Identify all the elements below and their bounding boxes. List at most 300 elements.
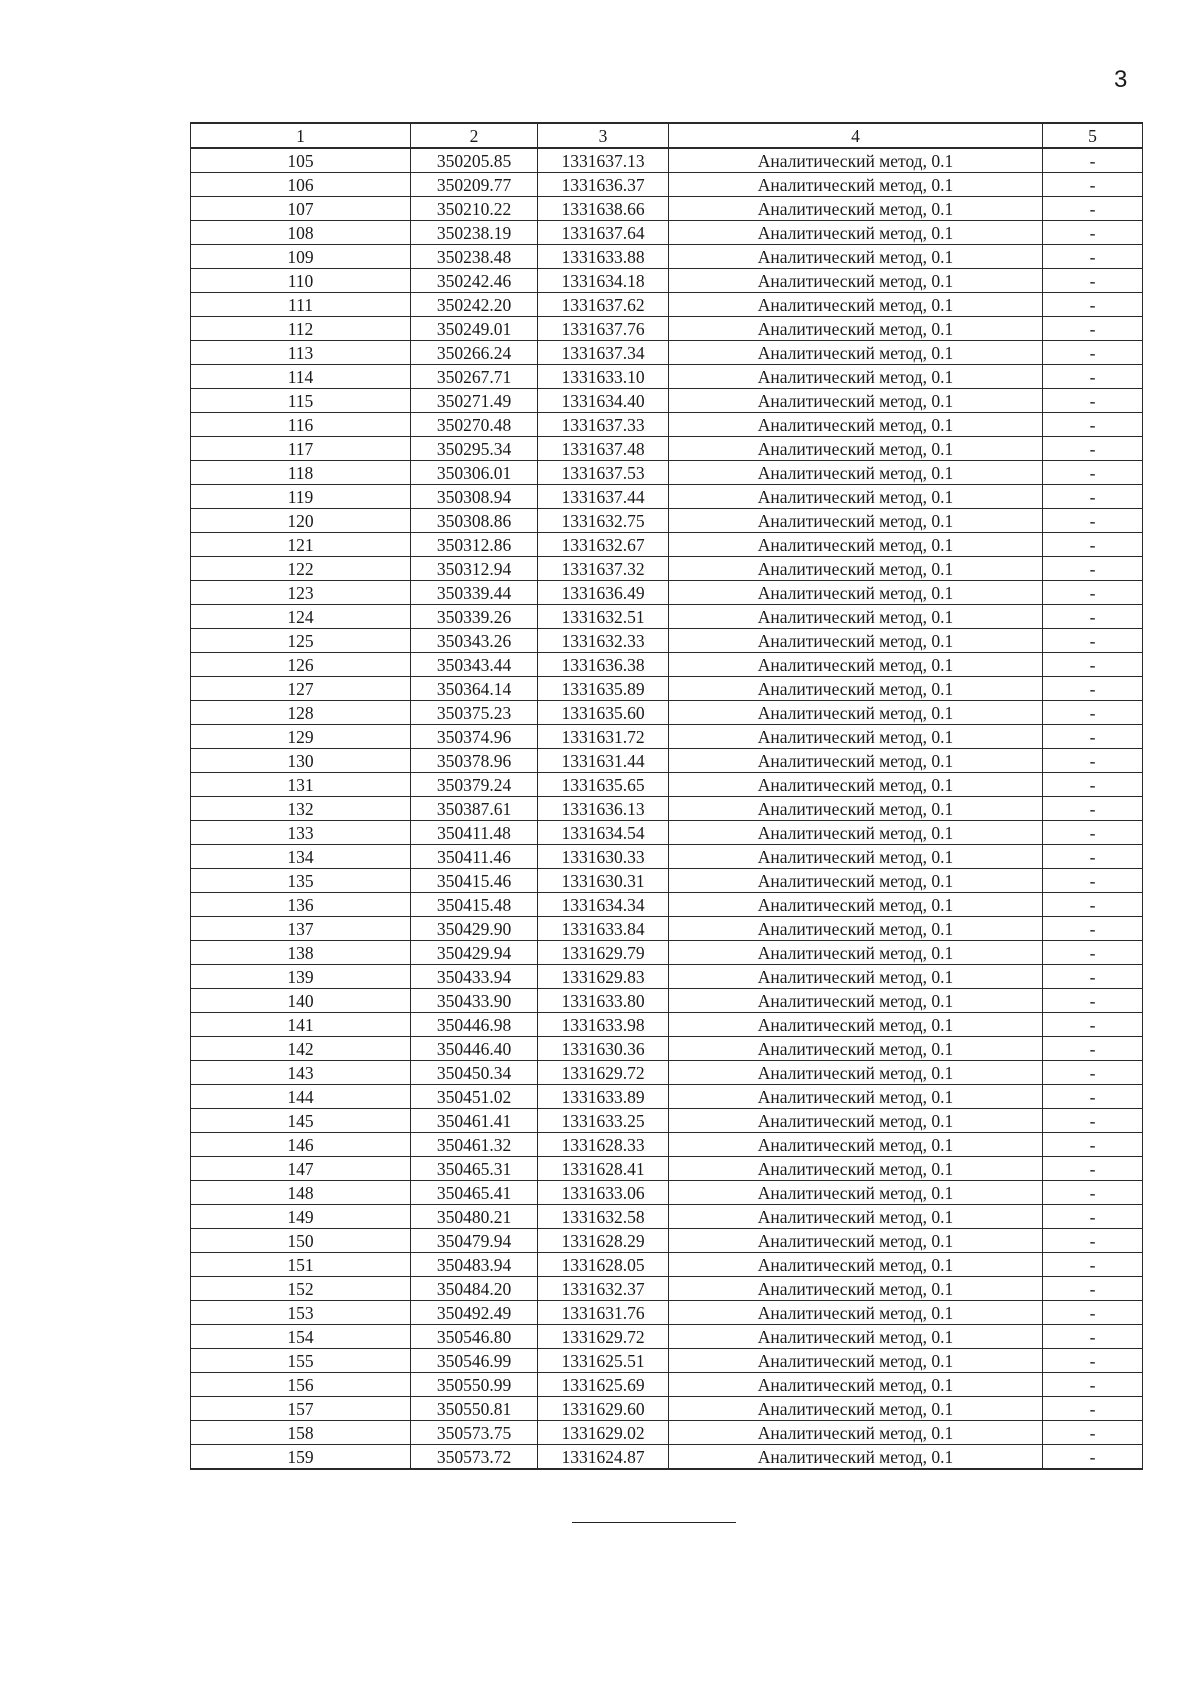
method-cell: Аналитический метод, 0.1	[669, 221, 1043, 245]
table-row	[191, 389, 1143, 413]
description-cell: -	[1043, 797, 1143, 821]
description-cell: -	[1043, 653, 1143, 677]
description-cell: -	[1043, 1061, 1143, 1085]
point-number-cell: 137	[191, 917, 411, 941]
table-row	[191, 1013, 1143, 1037]
point-number-cell: 138	[191, 941, 411, 965]
x-coordinate-cell: 350451.02	[411, 1085, 538, 1109]
x-coordinate-cell: 350375.23	[411, 701, 538, 725]
table-row	[191, 533, 1143, 557]
point-number-cell: 150	[191, 1229, 411, 1253]
table-row	[191, 461, 1143, 485]
x-coordinate-cell: 350308.94	[411, 485, 538, 509]
y-coordinate-cell: 1331633.98	[538, 1013, 669, 1037]
method-cell: Аналитический метод, 0.1	[669, 245, 1043, 269]
x-coordinate-cell: 350411.46	[411, 845, 538, 869]
point-number-cell: 152	[191, 1277, 411, 1301]
method-cell: Аналитический метод, 0.1	[669, 797, 1043, 821]
description-cell: -	[1043, 1253, 1143, 1277]
point-number-cell: 155	[191, 1349, 411, 1373]
x-coordinate-cell: 350306.01	[411, 461, 538, 485]
point-number-cell: 156	[191, 1373, 411, 1397]
description-cell: -	[1043, 221, 1143, 245]
point-number-cell: 113	[191, 341, 411, 365]
method-cell: Аналитический метод, 0.1	[669, 197, 1043, 221]
method-cell: Аналитический метод, 0.1	[669, 1325, 1043, 1349]
description-cell: -	[1043, 773, 1143, 797]
x-coordinate-cell: 350573.75	[411, 1421, 538, 1445]
y-coordinate-cell: 1331633.89	[538, 1085, 669, 1109]
point-number-cell: 144	[191, 1085, 411, 1109]
x-coordinate-cell: 350242.20	[411, 293, 538, 317]
point-number-cell: 154	[191, 1325, 411, 1349]
description-cell: -	[1043, 581, 1143, 605]
table-row	[191, 845, 1143, 869]
description-cell: -	[1043, 1037, 1143, 1061]
method-cell: Аналитический метод, 0.1	[669, 1253, 1043, 1277]
method-cell: Аналитический метод, 0.1	[669, 269, 1043, 293]
point-number-cell: 128	[191, 701, 411, 725]
table-row	[191, 677, 1143, 701]
table-row	[191, 413, 1143, 437]
y-coordinate-cell: 1331633.06	[538, 1181, 669, 1205]
method-cell: Аналитический метод, 0.1	[669, 1013, 1043, 1037]
x-coordinate-cell: 350308.86	[411, 509, 538, 533]
point-number-cell: 141	[191, 1013, 411, 1037]
description-cell: -	[1043, 317, 1143, 341]
description-cell: -	[1043, 1373, 1143, 1397]
y-coordinate-cell: 1331629.72	[538, 1325, 669, 1349]
table-row	[191, 1445, 1143, 1470]
method-cell: Аналитический метод, 0.1	[669, 1229, 1043, 1253]
table-row	[191, 581, 1143, 605]
description-cell: -	[1043, 749, 1143, 773]
y-coordinate-cell: 1331635.89	[538, 677, 669, 701]
point-number-cell: 139	[191, 965, 411, 989]
description-cell: -	[1043, 629, 1143, 653]
table-row	[191, 605, 1143, 629]
method-cell: Аналитический метод, 0.1	[669, 1133, 1043, 1157]
point-number-cell: 107	[191, 197, 411, 221]
table-row	[191, 869, 1143, 893]
x-coordinate-cell: 350461.41	[411, 1109, 538, 1133]
method-cell: Аналитический метод, 0.1	[669, 1085, 1043, 1109]
description-cell: -	[1043, 413, 1143, 437]
description-cell: -	[1043, 869, 1143, 893]
table-row	[191, 148, 1143, 173]
table-row	[191, 965, 1143, 989]
x-coordinate-cell: 350343.44	[411, 653, 538, 677]
table-row	[191, 365, 1143, 389]
table-row	[191, 1421, 1143, 1445]
point-number-cell: 130	[191, 749, 411, 773]
coordinates-table	[190, 122, 1143, 1470]
description-cell: -	[1043, 821, 1143, 845]
x-coordinate-cell: 350271.49	[411, 389, 538, 413]
y-coordinate-cell: 1331637.48	[538, 437, 669, 461]
table-row	[191, 341, 1143, 365]
method-cell: Аналитический метод, 0.1	[669, 365, 1043, 389]
y-coordinate-cell: 1331632.75	[538, 509, 669, 533]
method-cell: Аналитический метод, 0.1	[669, 821, 1043, 845]
table-row	[191, 1181, 1143, 1205]
description-cell: -	[1043, 509, 1143, 533]
description-cell: -	[1043, 1325, 1143, 1349]
description-cell: -	[1043, 1013, 1143, 1037]
x-coordinate-cell: 350450.34	[411, 1061, 538, 1085]
table-row	[191, 989, 1143, 1013]
description-cell: -	[1043, 917, 1143, 941]
description-cell: -	[1043, 1421, 1143, 1445]
table-row	[191, 317, 1143, 341]
x-coordinate-cell: 350339.26	[411, 605, 538, 629]
method-cell: Аналитический метод, 0.1	[669, 293, 1043, 317]
point-number-cell: 142	[191, 1037, 411, 1061]
header-cell-method: 4	[669, 123, 1043, 148]
table-row	[191, 1109, 1143, 1133]
x-coordinate-cell: 350295.34	[411, 437, 538, 461]
header-cell-point-number: 1	[191, 123, 411, 148]
point-number-cell: 149	[191, 1205, 411, 1229]
table-row	[191, 269, 1143, 293]
x-coordinate-cell: 350550.81	[411, 1397, 538, 1421]
x-coordinate-cell: 350205.85	[411, 148, 538, 173]
point-number-cell: 111	[191, 293, 411, 317]
y-coordinate-cell: 1331637.76	[538, 317, 669, 341]
description-cell: -	[1043, 893, 1143, 917]
x-coordinate-cell: 350546.80	[411, 1325, 538, 1349]
y-coordinate-cell: 1331624.87	[538, 1445, 669, 1470]
point-number-cell: 125	[191, 629, 411, 653]
description-cell: -	[1043, 389, 1143, 413]
table-row	[191, 509, 1143, 533]
method-cell: Аналитический метод, 0.1	[669, 1205, 1043, 1229]
x-coordinate-cell: 350209.77	[411, 173, 538, 197]
x-coordinate-cell: 350343.26	[411, 629, 538, 653]
method-cell: Аналитический метод, 0.1	[669, 701, 1043, 725]
table-row	[191, 173, 1143, 197]
x-coordinate-cell: 350492.49	[411, 1301, 538, 1325]
x-coordinate-cell: 350415.48	[411, 893, 538, 917]
method-cell: Аналитический метод, 0.1	[669, 725, 1043, 749]
description-cell: -	[1043, 1445, 1143, 1470]
x-coordinate-cell: 350483.94	[411, 1253, 538, 1277]
point-number-cell: 146	[191, 1133, 411, 1157]
table-row	[191, 1325, 1143, 1349]
table-row	[191, 245, 1143, 269]
x-coordinate-cell: 350546.99	[411, 1349, 538, 1373]
method-cell: Аналитический метод, 0.1	[669, 1037, 1043, 1061]
page-number: 3	[1114, 66, 1128, 93]
description-cell: -	[1043, 1397, 1143, 1421]
description-cell: -	[1043, 245, 1143, 269]
y-coordinate-cell: 1331629.72	[538, 1061, 669, 1085]
x-coordinate-cell: 350411.48	[411, 821, 538, 845]
method-cell: Аналитический метод, 0.1	[669, 1109, 1043, 1133]
method-cell: Аналитический метод, 0.1	[669, 1301, 1043, 1325]
table-row	[191, 725, 1143, 749]
description-cell: -	[1043, 269, 1143, 293]
table-row	[191, 197, 1143, 221]
point-number-cell: 118	[191, 461, 411, 485]
y-coordinate-cell: 1331631.76	[538, 1301, 669, 1325]
point-number-cell: 127	[191, 677, 411, 701]
y-coordinate-cell: 1331633.25	[538, 1109, 669, 1133]
method-cell: Аналитический метод, 0.1	[669, 389, 1043, 413]
y-coordinate-cell: 1331629.02	[538, 1421, 669, 1445]
y-coordinate-cell: 1331628.33	[538, 1133, 669, 1157]
table-row	[191, 1301, 1143, 1325]
y-coordinate-cell: 1331632.58	[538, 1205, 669, 1229]
y-coordinate-cell: 1331633.80	[538, 989, 669, 1013]
x-coordinate-cell: 350270.48	[411, 413, 538, 437]
y-coordinate-cell: 1331629.83	[538, 965, 669, 989]
header-cell-x: 2	[411, 123, 538, 148]
description-cell: -	[1043, 341, 1143, 365]
method-cell: Аналитический метод, 0.1	[669, 1349, 1043, 1373]
table-row	[191, 893, 1143, 917]
table-row	[191, 917, 1143, 941]
method-cell: Аналитический метод, 0.1	[669, 581, 1043, 605]
x-coordinate-cell: 350312.94	[411, 557, 538, 581]
point-number-cell: 121	[191, 533, 411, 557]
table-row	[191, 1253, 1143, 1277]
y-coordinate-cell: 1331634.40	[538, 389, 669, 413]
point-number-cell: 119	[191, 485, 411, 509]
method-cell: Аналитический метод, 0.1	[669, 485, 1043, 509]
x-coordinate-cell: 350378.96	[411, 749, 538, 773]
table-row	[191, 1085, 1143, 1109]
point-number-cell: 120	[191, 509, 411, 533]
point-number-cell: 105	[191, 148, 411, 173]
y-coordinate-cell: 1331631.44	[538, 749, 669, 773]
x-coordinate-cell: 350479.94	[411, 1229, 538, 1253]
method-cell: Аналитический метод, 0.1	[669, 1277, 1043, 1301]
method-cell: Аналитический метод, 0.1	[669, 677, 1043, 701]
y-coordinate-cell: 1331636.13	[538, 797, 669, 821]
x-coordinate-cell: 350379.24	[411, 773, 538, 797]
x-coordinate-cell: 350387.61	[411, 797, 538, 821]
table-row	[191, 1157, 1143, 1181]
x-coordinate-cell: 350461.32	[411, 1133, 538, 1157]
description-cell: -	[1043, 677, 1143, 701]
description-cell: -	[1043, 1205, 1143, 1229]
x-coordinate-cell: 350266.24	[411, 341, 538, 365]
point-number-cell: 116	[191, 413, 411, 437]
table-header	[191, 123, 1143, 148]
method-cell: Аналитический метод, 0.1	[669, 437, 1043, 461]
x-coordinate-cell: 350465.31	[411, 1157, 538, 1181]
point-number-cell: 126	[191, 653, 411, 677]
description-cell: -	[1043, 1349, 1143, 1373]
method-cell: Аналитический метод, 0.1	[669, 1397, 1043, 1421]
method-cell: Аналитический метод, 0.1	[669, 1181, 1043, 1205]
point-number-cell: 122	[191, 557, 411, 581]
y-coordinate-cell: 1331637.44	[538, 485, 669, 509]
y-coordinate-cell: 1331629.79	[538, 941, 669, 965]
description-cell: -	[1043, 965, 1143, 989]
footer-divider	[572, 1522, 736, 1523]
table-row	[191, 485, 1143, 509]
point-number-cell: 158	[191, 1421, 411, 1445]
table-row	[191, 221, 1143, 245]
table-row	[191, 557, 1143, 581]
x-coordinate-cell: 350429.90	[411, 917, 538, 941]
y-coordinate-cell: 1331636.38	[538, 653, 669, 677]
description-cell: -	[1043, 197, 1143, 221]
description-cell: -	[1043, 941, 1143, 965]
point-number-cell: 110	[191, 269, 411, 293]
table-row	[191, 653, 1143, 677]
description-cell: -	[1043, 1181, 1143, 1205]
x-coordinate-cell: 350550.99	[411, 1373, 538, 1397]
point-number-cell: 124	[191, 605, 411, 629]
y-coordinate-cell: 1331631.72	[538, 725, 669, 749]
method-cell: Аналитический метод, 0.1	[669, 1157, 1043, 1181]
method-cell: Аналитический метод, 0.1	[669, 509, 1043, 533]
point-number-cell: 131	[191, 773, 411, 797]
point-number-cell: 133	[191, 821, 411, 845]
y-coordinate-cell: 1331635.60	[538, 701, 669, 725]
y-coordinate-cell: 1331637.64	[538, 221, 669, 245]
x-coordinate-cell: 350238.19	[411, 221, 538, 245]
y-coordinate-cell: 1331637.62	[538, 293, 669, 317]
table-row	[191, 941, 1143, 965]
method-cell: Аналитический метод, 0.1	[669, 1445, 1043, 1470]
y-coordinate-cell: 1331632.33	[538, 629, 669, 653]
y-coordinate-cell: 1331638.66	[538, 197, 669, 221]
point-number-cell: 147	[191, 1157, 411, 1181]
x-coordinate-cell: 350484.20	[411, 1277, 538, 1301]
header-cell-description: 5	[1043, 123, 1143, 148]
y-coordinate-cell: 1331628.41	[538, 1157, 669, 1181]
y-coordinate-cell: 1331630.33	[538, 845, 669, 869]
point-number-cell: 148	[191, 1181, 411, 1205]
table-row	[191, 1037, 1143, 1061]
x-coordinate-cell: 350312.86	[411, 533, 538, 557]
method-cell: Аналитический метод, 0.1	[669, 317, 1043, 341]
y-coordinate-cell: 1331630.31	[538, 869, 669, 893]
point-number-cell: 159	[191, 1445, 411, 1470]
y-coordinate-cell: 1331633.10	[538, 365, 669, 389]
x-coordinate-cell: 350415.46	[411, 869, 538, 893]
point-number-cell: 114	[191, 365, 411, 389]
point-number-cell: 123	[191, 581, 411, 605]
y-coordinate-cell: 1331637.33	[538, 413, 669, 437]
table-row	[191, 1397, 1143, 1421]
point-number-cell: 106	[191, 173, 411, 197]
description-cell: -	[1043, 989, 1143, 1013]
description-cell: -	[1043, 533, 1143, 557]
point-number-cell: 115	[191, 389, 411, 413]
table-row	[191, 1061, 1143, 1085]
description-cell: -	[1043, 461, 1143, 485]
description-cell: -	[1043, 1109, 1143, 1133]
y-coordinate-cell: 1331634.18	[538, 269, 669, 293]
table-row	[191, 797, 1143, 821]
description-cell: -	[1043, 148, 1143, 173]
point-number-cell: 134	[191, 845, 411, 869]
y-coordinate-cell: 1331637.32	[538, 557, 669, 581]
method-cell: Аналитический метод, 0.1	[669, 917, 1043, 941]
table-row	[191, 1229, 1143, 1253]
y-coordinate-cell: 1331632.51	[538, 605, 669, 629]
method-cell: Аналитический метод, 0.1	[669, 605, 1043, 629]
method-cell: Аналитический метод, 0.1	[669, 629, 1043, 653]
y-coordinate-cell: 1331628.29	[538, 1229, 669, 1253]
description-cell: -	[1043, 605, 1143, 629]
method-cell: Аналитический метод, 0.1	[669, 1421, 1043, 1445]
description-cell: -	[1043, 293, 1143, 317]
y-coordinate-cell: 1331625.69	[538, 1373, 669, 1397]
method-cell: Аналитический метод, 0.1	[669, 749, 1043, 773]
description-cell: -	[1043, 1229, 1143, 1253]
method-cell: Аналитический метод, 0.1	[669, 341, 1043, 365]
x-coordinate-cell: 350446.98	[411, 1013, 538, 1037]
method-cell: Аналитический метод, 0.1	[669, 989, 1043, 1013]
method-cell: Аналитический метод, 0.1	[669, 413, 1043, 437]
method-cell: Аналитический метод, 0.1	[669, 845, 1043, 869]
x-coordinate-cell: 350210.22	[411, 197, 538, 221]
y-coordinate-cell: 1331637.13	[538, 148, 669, 173]
x-coordinate-cell: 350249.01	[411, 317, 538, 341]
table-row	[191, 749, 1143, 773]
x-coordinate-cell: 350238.48	[411, 245, 538, 269]
table-row	[191, 773, 1143, 797]
method-cell: Аналитический метод, 0.1	[669, 173, 1043, 197]
table-row	[191, 293, 1143, 317]
x-coordinate-cell: 350480.21	[411, 1205, 538, 1229]
description-cell: -	[1043, 725, 1143, 749]
method-cell: Аналитический метод, 0.1	[669, 869, 1043, 893]
x-coordinate-cell: 350465.41	[411, 1181, 538, 1205]
description-cell: -	[1043, 845, 1143, 869]
point-number-cell: 135	[191, 869, 411, 893]
x-coordinate-cell: 350573.72	[411, 1445, 538, 1470]
method-cell: Аналитический метод, 0.1	[669, 148, 1043, 173]
point-number-cell: 129	[191, 725, 411, 749]
y-coordinate-cell: 1331630.36	[538, 1037, 669, 1061]
y-coordinate-cell: 1331637.34	[538, 341, 669, 365]
y-coordinate-cell: 1331633.88	[538, 245, 669, 269]
y-coordinate-cell: 1331634.34	[538, 893, 669, 917]
header-cell-y: 3	[538, 123, 669, 148]
description-cell: -	[1043, 1133, 1143, 1157]
point-number-cell: 108	[191, 221, 411, 245]
point-number-cell: 151	[191, 1253, 411, 1277]
description-cell: -	[1043, 1157, 1143, 1181]
table-row	[191, 1373, 1143, 1397]
y-coordinate-cell: 1331634.54	[538, 821, 669, 845]
method-cell: Аналитический метод, 0.1	[669, 965, 1043, 989]
y-coordinate-cell: 1331636.49	[538, 581, 669, 605]
y-coordinate-cell: 1331633.84	[538, 917, 669, 941]
method-cell: Аналитический метод, 0.1	[669, 941, 1043, 965]
table-row	[191, 821, 1143, 845]
point-number-cell: 140	[191, 989, 411, 1013]
description-cell: -	[1043, 173, 1143, 197]
method-cell: Аналитический метод, 0.1	[669, 773, 1043, 797]
description-cell: -	[1043, 365, 1143, 389]
table-row	[191, 437, 1143, 461]
table-row	[191, 629, 1143, 653]
description-cell: -	[1043, 437, 1143, 461]
point-number-cell: 132	[191, 797, 411, 821]
table-row	[191, 1349, 1143, 1373]
description-cell: -	[1043, 485, 1143, 509]
description-cell: -	[1043, 701, 1143, 725]
table-row	[191, 1133, 1143, 1157]
